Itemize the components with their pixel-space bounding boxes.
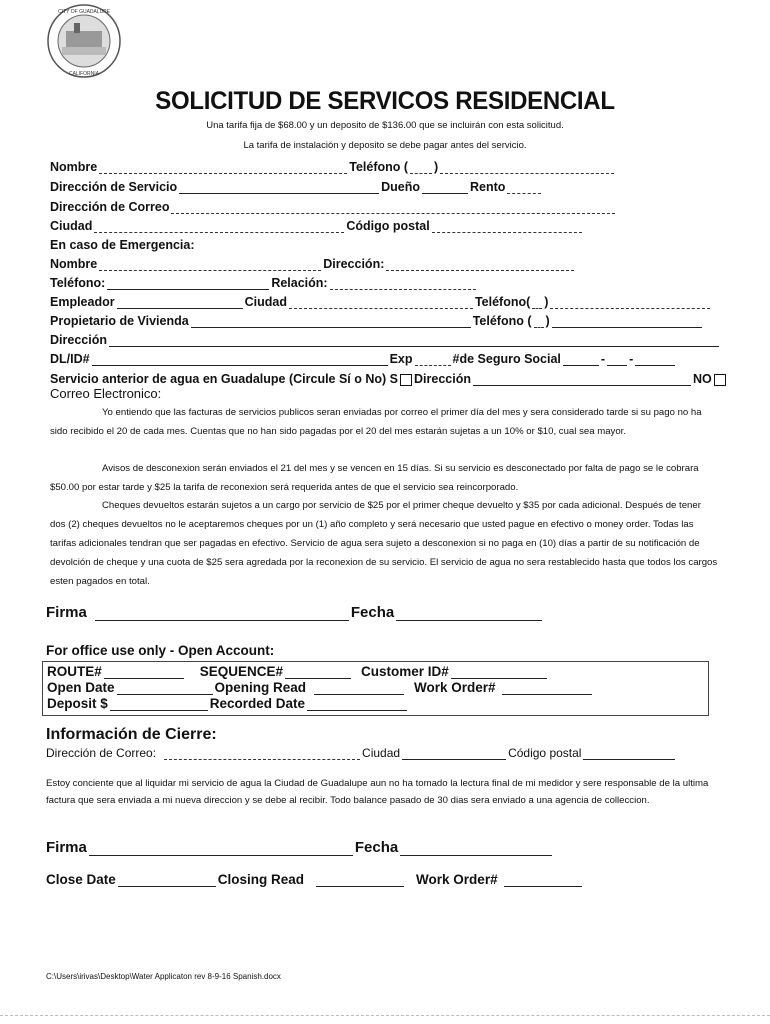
codigo-postal-field[interactable] [432, 221, 582, 233]
closing-codigo-postal-label: Código postal [508, 746, 582, 760]
emp-telefono-label: Teléfono( [474, 295, 531, 309]
direccion-correo-label: Dirección de Correo [50, 200, 170, 214]
paragraph-checks: Cheques devueltos estarán sujetos a un cargo por servicio de $25 por el primer cheque devuelto y $35 por cada adicional. Después de tener dos (2) cheques devueltos no le aceptaremos cheques por un (1) año completo y será necesario que usted pague en efectivo o money order. Todas las tarifas adicionales tendran que ser pagadas en efectivo. Servicio de agua sera sujeto a desconexion si no paga en (10) días a partir de su notificación de devolción de cheque y una cuota de $25 sera agredada por la reconexion de su servicio. El servicio de agua no sera restablecido hasta que todos los cargos esten pagados en total. [50, 500, 718, 587]
footer-file-path: C:\Users\irivas\Desktop\Water Applicaton rev 8-9-16 Spanish.docx [46, 972, 281, 981]
work-order-label: Work Order# [414, 680, 496, 695]
empleador-label: Empleador [50, 295, 115, 309]
closing-heading: Información de Cierre: [46, 726, 217, 743]
sequence-field[interactable] [285, 667, 351, 679]
firma-label: Firma [46, 604, 87, 621]
work-order-field[interactable] [502, 683, 592, 695]
row-route [47, 664, 549, 679]
prop-telefono-area-field[interactable] [534, 316, 544, 328]
opening-read-field[interactable] [314, 683, 404, 695]
em-direccion-label: Dirección: [323, 257, 385, 271]
row-ciudad [50, 219, 584, 233]
dlid-field[interactable] [92, 354, 388, 366]
prop-direccion-field[interactable] [109, 335, 719, 347]
customer-id-field[interactable] [451, 667, 547, 679]
emp-telefono-area-field[interactable] [532, 297, 542, 309]
row-servicio-anterior [50, 372, 728, 386]
exp-field[interactable] [415, 354, 451, 366]
rento-field[interactable] [507, 182, 541, 194]
deposit-label: Deposit $ [47, 696, 108, 711]
prop-direccion-label: Dirección [50, 333, 107, 347]
customer-id-label: Customer ID# [361, 664, 449, 679]
row-prop-direccion [50, 333, 721, 347]
fecha-field[interactable] [396, 606, 542, 621]
route-label: ROUTE# [47, 664, 102, 679]
closing-codigo-postal-field[interactable] [583, 748, 675, 760]
row-nombre [50, 160, 616, 174]
prop-telefono-field[interactable] [552, 316, 702, 328]
row-firma-2 [46, 839, 554, 856]
ss-part3-field[interactable] [635, 354, 675, 366]
closing-firma-label: Firma [46, 839, 87, 856]
svg-text:CALIFORNIA: CALIFORNIA [68, 71, 100, 77]
row-direccion-servicio [50, 180, 543, 194]
city-seal [46, 3, 122, 79]
emergencia-heading: En caso de Emergencia: [50, 238, 195, 252]
sequence-label: SEQUENCE# [199, 664, 284, 679]
row-em-telefono [50, 276, 478, 290]
subtitle-fee: Una tarifa fija de $68.00 y un deposito de $136.00 que se incluirán con esta solicitud. [206, 120, 564, 131]
telefono-field[interactable] [440, 162, 614, 174]
direccion-servicio-field[interactable] [179, 182, 379, 194]
correo-electronico-label: Correo Electronico: [50, 386, 162, 401]
row-em-nombre [50, 257, 576, 271]
closing-ciudad-label: Ciudad [362, 746, 401, 760]
closing-fecha-field[interactable] [400, 841, 552, 856]
exp-label: Exp [389, 352, 413, 366]
dlid-label: DL/ID# [50, 352, 90, 366]
closing-fecha-label: Fecha [354, 839, 399, 856]
closing-read-label: Closing Read [217, 872, 305, 887]
ciudad-field[interactable] [94, 221, 344, 233]
open-date-label: Open Date [47, 680, 115, 695]
em-relacion-field[interactable] [330, 278, 476, 290]
row-direccion-correo [50, 200, 617, 214]
nombre-label: Nombre [50, 160, 98, 174]
ss-part2-field[interactable] [607, 354, 627, 366]
dueno-label: Dueño [381, 180, 421, 194]
direccion-servicio-label: Dirección de Servicio [50, 180, 178, 194]
servicio-direccion-label: Dirección [414, 372, 471, 386]
emp-ciudad-field[interactable] [289, 297, 473, 309]
row-closing-address [46, 746, 677, 760]
fecha-label: Fecha [350, 604, 395, 621]
row-open-date [47, 680, 594, 695]
em-telefono-label: Teléfono: [50, 276, 106, 290]
recorded-date-label: Recorded Date [209, 696, 306, 711]
svg-text:CITY OF GUADALUPE: CITY OF GUADALUPE [58, 9, 110, 15]
codigo-postal-label: Código postal [346, 219, 430, 233]
close-date-label: Close Date [46, 872, 116, 887]
em-relacion-label: Relación: [271, 276, 328, 290]
close-date-field[interactable] [118, 875, 216, 887]
closing-ciudad-field[interactable] [402, 748, 506, 760]
ciudad-label: Ciudad [50, 219, 93, 233]
servicio-direccion-field[interactable] [473, 374, 691, 386]
closing-read-field[interactable] [316, 875, 404, 887]
propietario-field[interactable] [191, 316, 471, 328]
telefono-area-field[interactable] [410, 162, 432, 174]
si-checkbox[interactable] [400, 374, 412, 386]
closing-firma-field[interactable] [89, 841, 353, 856]
propietario-label: Propietario de Vivienda [50, 314, 189, 328]
subtitle-deposit: La tarifa de instalación y deposito se debe pagar antes del servicio. [243, 140, 527, 151]
telefono-close: ) [434, 160, 439, 174]
no-checkbox[interactable] [714, 374, 726, 386]
ss-part1-field[interactable] [563, 354, 599, 366]
row-deposit [47, 696, 409, 711]
emp-ciudad-label: Ciudad [244, 295, 287, 309]
emp-telefono-field[interactable] [550, 297, 710, 309]
direccion-correo-field[interactable] [171, 202, 615, 214]
em-telefono-field[interactable] [107, 278, 269, 290]
row-close-date [46, 872, 584, 887]
closing-work-order-field[interactable] [504, 875, 582, 887]
firma-field[interactable] [95, 606, 349, 621]
no-label: NO [692, 372, 712, 386]
office-box [42, 661, 709, 716]
em-nombre-field[interactable] [99, 259, 321, 271]
em-direccion-field[interactable] [386, 259, 574, 271]
dueno-field[interactable] [422, 182, 468, 194]
rento-label: Rento [470, 180, 506, 194]
nombre-field[interactable] [99, 162, 347, 174]
prop-telefono-close: ) [545, 314, 550, 328]
page-edge-divider [0, 1015, 770, 1016]
row-empleador [50, 295, 712, 309]
ss-sep-2: - [629, 352, 634, 366]
telefono-label: Teléfono ( [349, 160, 409, 174]
closing-work-order-label: Work Order# [416, 872, 498, 887]
emp-telefono-close: ) [544, 295, 549, 309]
seguro-social-label: #de Seguro Social [452, 352, 561, 366]
closing-direccion-field[interactable] [164, 748, 360, 760]
office-heading: For office use only - Open Account: [46, 643, 275, 658]
row-firma-1 [46, 604, 544, 621]
page-title: SOLICITUD DE SERVICOS RESIDENCIAL [155, 87, 615, 115]
empleador-field[interactable] [117, 297, 243, 309]
servicio-anterior-label: Servicio anterior de agua en Guadalupe (Circule Sí o No) S [50, 372, 398, 386]
opening-read-label: Opening Read [214, 680, 307, 695]
paragraph-billing: Yo entiendo que las facturas de servicios publicos seran enviadas por correo el primer día del mes y sera considerado tarde si su pago no ha sido recibido el 20 de cada mes. Cuentas que no han sido pagadas por el 20 del mes estarán sujetas a un 10% or $10, cual sea mayor. [50, 407, 702, 437]
em-nombre-label: Nombre [50, 257, 98, 271]
closing-paragraph: Estoy conciente que al liquidar mi servicio de agua la Ciudad de Guadalupe aun no ha tomado la lectura final de mi medidor y sere responsable de la ultima factura que sera enviada a mi nueva direccion y se debe al recibir. Todo balance pasado de 30 dias sera enviado a una agencia de colleccion. [46, 778, 709, 806]
closing-direccion-label: Dirección de Correo: [46, 746, 157, 760]
recorded-date-field[interactable] [307, 699, 407, 711]
row-propietario [50, 314, 704, 328]
row-dlid [50, 352, 677, 366]
deposit-field[interactable] [110, 699, 208, 711]
route-field[interactable] [104, 667, 184, 679]
prop-telefono-label: Teléfono ( [472, 314, 532, 328]
open-date-field[interactable] [117, 683, 213, 695]
paragraph-disconnection: Avisos de desconexion serán enviados el 21 del mes y se vencen en 15 días. Si su servicio es desconectado por falta de pago se le cobrara $50.00 por estar tarde y $25 la tarifa de reconexion será requerida antes de que el servicio sea reincorporado. [50, 463, 699, 493]
ss-sep-1: - [600, 352, 606, 366]
